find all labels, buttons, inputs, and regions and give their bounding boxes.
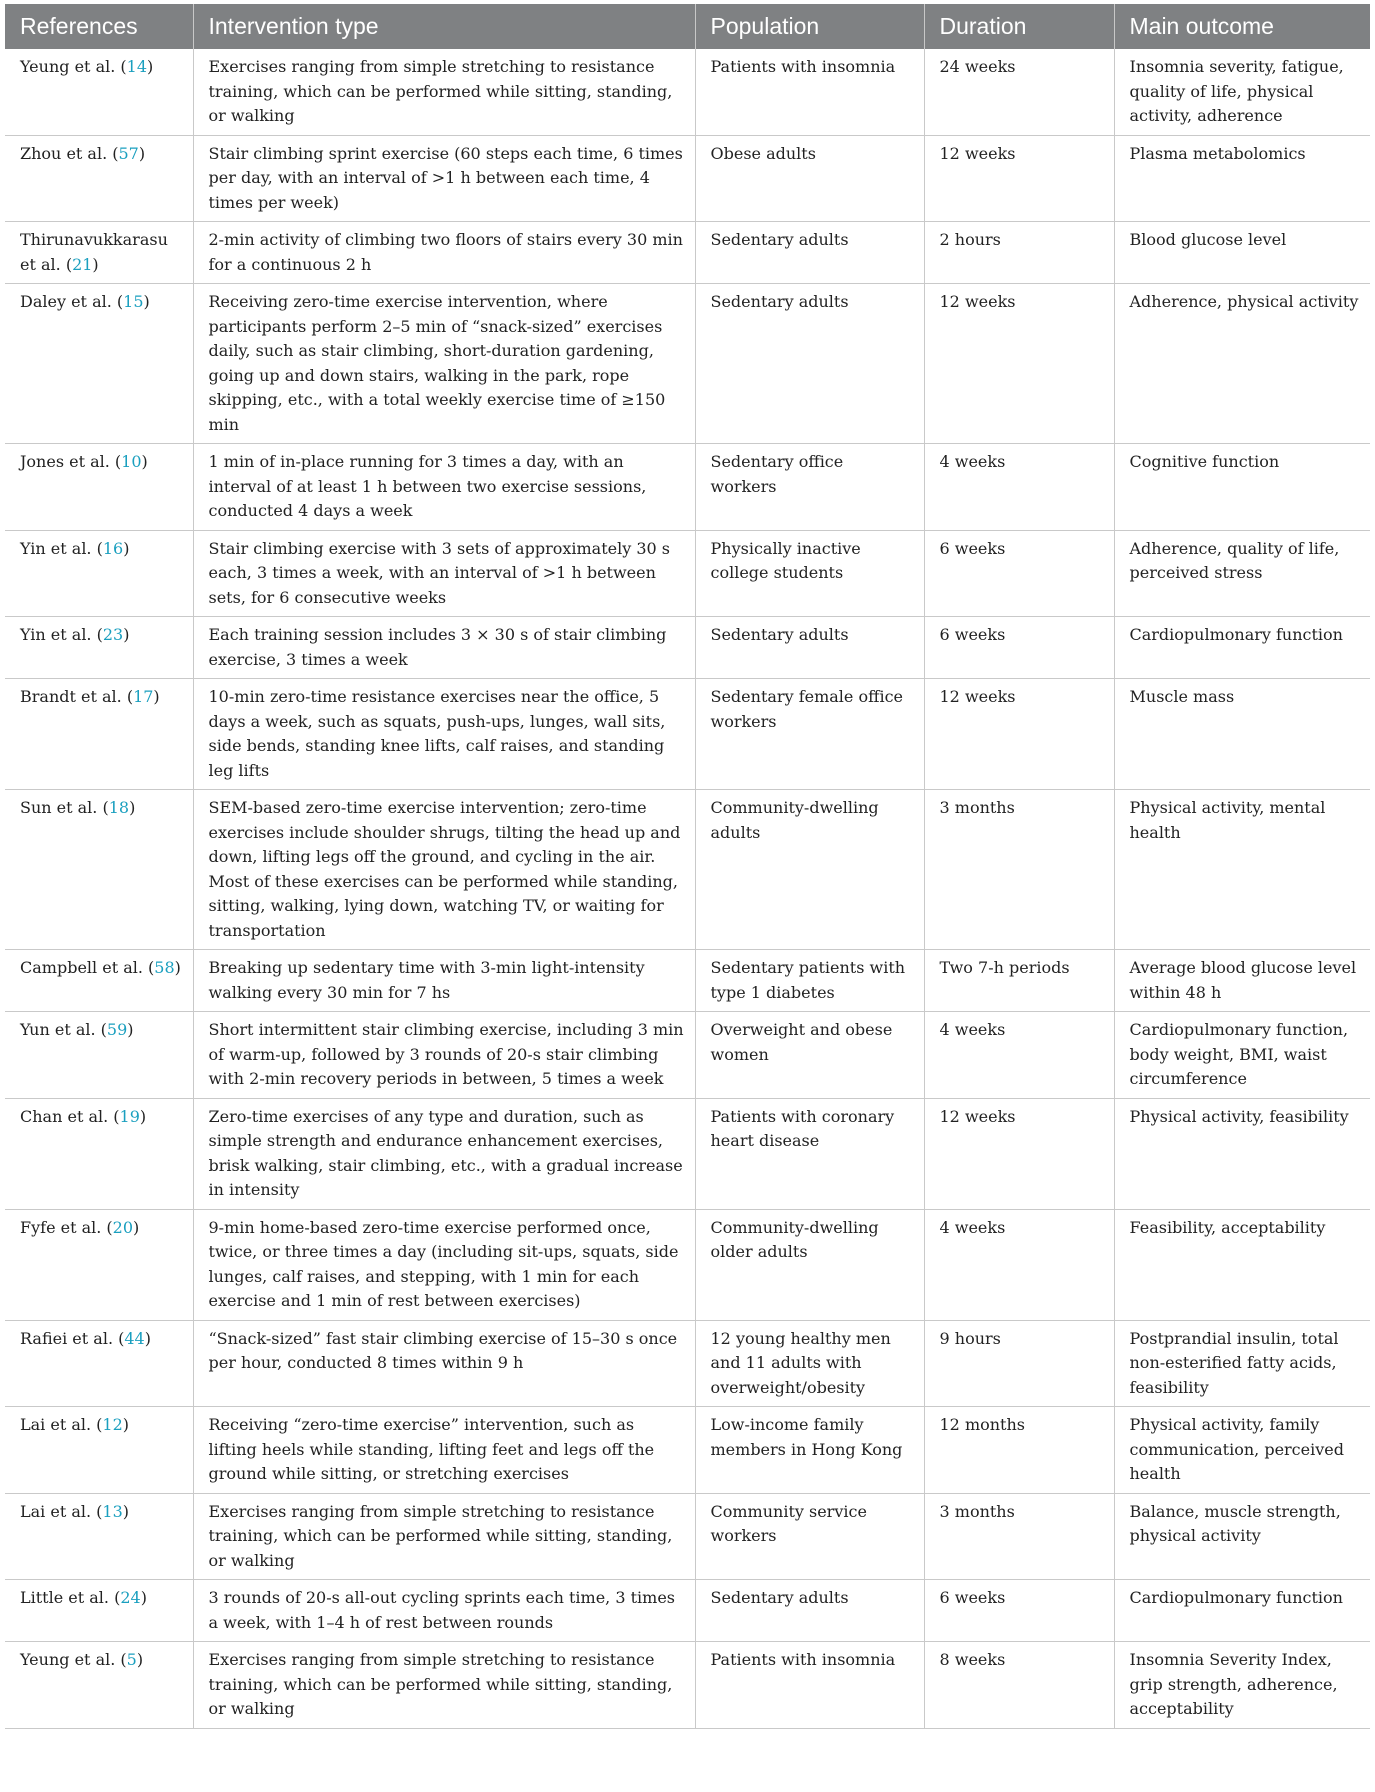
header-population: Population bbox=[695, 4, 924, 49]
duration-cell: 6 weeks bbox=[924, 617, 1114, 679]
header-intervention-type: Intervention type bbox=[193, 4, 695, 49]
table-row bbox=[5, 1493, 1370, 1580]
reference-author: Yin et al. ( bbox=[20, 625, 103, 644]
reference-cell bbox=[5, 444, 193, 531]
intervention-cell: Breaking up sedentary time with 3-min light-intensity walking every 30 min for 7 hs bbox=[193, 950, 695, 1012]
duration-cell: 8 weeks bbox=[924, 1642, 1114, 1729]
reference-cell bbox=[5, 1580, 193, 1642]
reference-link[interactable]: 19 bbox=[119, 1106, 140, 1126]
table-row bbox=[5, 1320, 1370, 1407]
reference-close: ) bbox=[141, 452, 148, 471]
reference-author: Daley et al. ( bbox=[20, 292, 124, 311]
population-cell: Sedentary adults bbox=[695, 1580, 924, 1642]
reference-link[interactable]: 18 bbox=[108, 798, 130, 817]
reference-link[interactable]: 12 bbox=[102, 1415, 123, 1434]
reference-close: ) bbox=[123, 625, 130, 644]
reference-close: ) bbox=[147, 57, 154, 76]
outcome-cell: Cardiopulmonary function, body weight, BMI, waist circumference bbox=[1114, 1012, 1370, 1099]
duration-cell: 9 hours bbox=[924, 1320, 1114, 1407]
reference-link[interactable]: 44 bbox=[124, 1328, 145, 1348]
outcome-cell: Postprandial insulin, total non-esterified fatty acids, feasibility bbox=[1114, 1320, 1370, 1407]
intervention-cell: Each training session includes 3 × 30 s of stair climbing exercise, 3 times a week bbox=[193, 617, 695, 679]
reference-cell bbox=[5, 222, 193, 284]
reference-close: ) bbox=[133, 1217, 140, 1237]
duration-cell: 4 weeks bbox=[924, 1209, 1114, 1320]
table-row bbox=[5, 617, 1370, 679]
header-main-outcome: Main outcome bbox=[1114, 4, 1370, 49]
population-cell: Sedentary adults bbox=[695, 222, 924, 284]
intervention-cell: 9-min home-based zero-time exercise performed once, twice, or three times a day (including sit-ups, squats, side lunges, calf raises, and stepping, with 1 min for each exercise and 1 min of rest between exercises) bbox=[193, 1209, 695, 1320]
outcome-cell: Plasma metabolomics bbox=[1114, 135, 1370, 222]
intervention-cell: 1 min of in-place running for 3 times a day, with an interval of at least 1 h between two exercise sessions, conducted 4 days a week bbox=[193, 444, 695, 531]
population-cell: 12 young healthy men and 11 adults with overweight/obesity bbox=[695, 1320, 924, 1407]
table-row bbox=[5, 1012, 1370, 1099]
duration-cell: 3 months bbox=[924, 790, 1114, 950]
duration-cell: 24 weeks bbox=[924, 49, 1114, 135]
duration-cell: 12 weeks bbox=[924, 284, 1114, 444]
reference-link[interactable]: 23 bbox=[102, 625, 124, 644]
reference-cell bbox=[5, 679, 193, 790]
reference-author: Little et al. ( bbox=[20, 1588, 121, 1607]
table-row bbox=[5, 222, 1370, 284]
reference-cell bbox=[5, 1012, 193, 1099]
outcome-cell: Adherence, physical activity bbox=[1114, 284, 1370, 444]
reference-cell bbox=[5, 790, 193, 950]
outcome-cell: Physical activity, feasibility bbox=[1114, 1098, 1370, 1209]
reference-author: Yin et al. ( bbox=[20, 538, 103, 558]
reference-cell bbox=[5, 1407, 193, 1494]
population-cell: Overweight and obese women bbox=[695, 1012, 924, 1099]
outcome-cell: Average blood glucose level within 48 h bbox=[1114, 950, 1370, 1012]
intervention-cell: Exercises ranging from simple stretching to resistance training, which can be performed while sitting, standing, or walking bbox=[193, 1493, 695, 1580]
duration-cell: 12 weeks bbox=[924, 1098, 1114, 1209]
duration-cell: 6 weeks bbox=[924, 1580, 1114, 1642]
population-cell: Community-dwelling adults bbox=[695, 790, 924, 950]
table-row bbox=[5, 135, 1370, 222]
reference-close: ) bbox=[140, 1588, 147, 1607]
duration-cell: 3 months bbox=[924, 1493, 1114, 1580]
reference-close: ) bbox=[144, 1328, 151, 1348]
outcome-cell: Muscle mass bbox=[1114, 679, 1370, 790]
table-row bbox=[5, 679, 1370, 790]
reference-link[interactable]: 16 bbox=[102, 538, 124, 558]
table-body bbox=[5, 49, 1370, 1728]
reference-link[interactable]: 13 bbox=[102, 1501, 123, 1521]
population-cell: Sedentary patients with type 1 diabetes bbox=[695, 950, 924, 1012]
reference-author: Lai et al. ( bbox=[20, 1501, 103, 1521]
reference-close: ) bbox=[123, 538, 130, 558]
reference-author: Lai et al. ( bbox=[20, 1415, 103, 1434]
reference-close: ) bbox=[174, 958, 181, 977]
reference-cell bbox=[5, 135, 193, 222]
population-cell: Patients with coronary heart disease bbox=[695, 1098, 924, 1209]
reference-author: Fyfe et al. ( bbox=[20, 1217, 113, 1237]
outcome-cell: Adherence, quality of life, perceived stress bbox=[1114, 530, 1370, 617]
intervention-cell: Zero-time exercises of any type and duration, such as simple strength and endurance enhancement exercises, brisk walking, stair climbing, etc., with a gradual increase in intensity bbox=[193, 1098, 695, 1209]
intervention-cell: Short intermittent stair climbing exercise, including 3 min of warm-up, followed by 3 rounds of 20-s stair climbing with 2-min recovery periods in between, 5 times a week bbox=[193, 1012, 695, 1099]
reference-cell bbox=[5, 1098, 193, 1209]
table-row bbox=[5, 284, 1370, 444]
reference-author: Zhou et al. ( bbox=[20, 143, 119, 163]
reference-author: Chan et al. ( bbox=[20, 1106, 120, 1126]
intervention-cell: SEM-based zero-time exercise intervention; zero-time exercises include shoulder shrugs, tilting the head up and down, lifting legs off the ground, and cycling in the air. Most of these exercises can be performed while standing, sitting, walking, lying down, watching TV, or waiting for transportation bbox=[193, 790, 695, 950]
intervention-cell: Receiving “zero-time exercise” intervention, such as lifting heels while standing, lifting feet and legs off the ground while sitting, or stretching exercises bbox=[193, 1407, 695, 1494]
reference-link[interactable]: 57 bbox=[118, 143, 139, 163]
outcome-cell: Physical activity, family communication, perceived health bbox=[1114, 1407, 1370, 1494]
reference-link[interactable]: 5 bbox=[126, 1650, 137, 1669]
outcome-cell: Insomnia severity, fatigue, quality of life, physical activity, adherence bbox=[1114, 49, 1370, 135]
intervention-cell: Stair climbing sprint exercise (60 steps each time, 6 times per day, with an interval of >1 h between each time, 4 times per week) bbox=[193, 135, 695, 222]
table-row bbox=[5, 1098, 1370, 1209]
reference-link[interactable]: 10 bbox=[121, 452, 142, 471]
outcome-cell: Cardiopulmonary function bbox=[1114, 1580, 1370, 1642]
outcome-cell: Cardiopulmonary function bbox=[1114, 617, 1370, 679]
table-row bbox=[5, 790, 1370, 950]
reference-close: ) bbox=[127, 1020, 134, 1039]
intervention-cell: Receiving zero-time exercise intervention, where participants perform 2–5 min of “snack-sized” exercises daily, such as stair climbing, short-duration gardening, going up and down stairs, walking in the park, rope skipping, etc., with a total weekly exercise time of ≥150 min bbox=[193, 284, 695, 444]
reference-cell bbox=[5, 49, 193, 135]
intervention-cell: 2-min activity of climbing two floors of stairs every 30 min for a continuous 2 h bbox=[193, 222, 695, 284]
reference-cell bbox=[5, 1493, 193, 1580]
reference-close: ) bbox=[138, 143, 146, 163]
outcome-cell: Physical activity, mental health bbox=[1114, 790, 1370, 950]
population-cell: Community service workers bbox=[695, 1493, 924, 1580]
reference-close: ) bbox=[153, 687, 160, 706]
table-row bbox=[5, 49, 1370, 135]
reference-author: Rafiei et al. ( bbox=[20, 1328, 125, 1348]
population-cell: Sedentary female office workers bbox=[695, 679, 924, 790]
population-cell: Physically inactive college students bbox=[695, 530, 924, 617]
studies-table bbox=[5, 4, 1370, 1729]
intervention-cell: 10-min zero-time resistance exercises near the office, 5 days a week, such as squats, push-ups, lunges, wall sits, side bends, standing knee lifts, calf raises, and standing leg lifts bbox=[193, 679, 695, 790]
reference-cell bbox=[5, 530, 193, 617]
reference-link[interactable]: 21 bbox=[72, 254, 93, 274]
duration-cell: Two 7-h periods bbox=[924, 950, 1114, 1012]
population-cell: Patients with insomnia bbox=[695, 49, 924, 135]
reference-cell bbox=[5, 284, 193, 444]
duration-cell: 12 months bbox=[924, 1407, 1114, 1494]
reference-author: Yun et al. ( bbox=[20, 1020, 107, 1039]
duration-cell: 4 weeks bbox=[924, 1012, 1114, 1099]
reference-author: Yeung et al. ( bbox=[20, 1650, 127, 1669]
header-duration: Duration bbox=[924, 4, 1114, 49]
population-cell: Obese adults bbox=[695, 135, 924, 222]
outcome-cell: Cognitive function bbox=[1114, 444, 1370, 531]
reference-link[interactable]: 20 bbox=[112, 1217, 134, 1237]
reference-close: ) bbox=[139, 1106, 147, 1126]
reference-close: ) bbox=[92, 254, 99, 274]
reference-author: Campbell et al. ( bbox=[20, 958, 155, 977]
table-row bbox=[5, 444, 1370, 531]
header-row bbox=[5, 4, 1370, 49]
table-row bbox=[5, 1642, 1370, 1729]
reference-close: ) bbox=[122, 1415, 130, 1434]
duration-cell: 2 hours bbox=[924, 222, 1114, 284]
reference-link[interactable]: 17 bbox=[133, 687, 154, 706]
reference-close: ) bbox=[129, 798, 136, 817]
duration-cell: 12 weeks bbox=[924, 135, 1114, 222]
reference-link[interactable]: 59 bbox=[106, 1020, 128, 1039]
table-header bbox=[5, 4, 1370, 49]
reference-author: Brandt et al. ( bbox=[20, 687, 134, 706]
intervention-cell: Exercises ranging from simple stretching to resistance training, which can be performed while sitting, standing, or walking bbox=[193, 1642, 695, 1729]
reference-cell bbox=[5, 617, 193, 679]
reference-cell bbox=[5, 950, 193, 1012]
duration-cell: 12 weeks bbox=[924, 679, 1114, 790]
reference-author: Jones et al. ( bbox=[20, 452, 122, 471]
reference-link[interactable]: 24 bbox=[120, 1588, 141, 1607]
reference-close: ) bbox=[143, 292, 150, 311]
population-cell: Community-dwelling older adults bbox=[695, 1209, 924, 1320]
population-cell: Low-income family members in Hong Kong bbox=[695, 1407, 924, 1494]
reference-link[interactable]: 14 bbox=[126, 57, 147, 76]
duration-cell: 6 weeks bbox=[924, 530, 1114, 617]
reference-close: ) bbox=[136, 1650, 144, 1669]
outcome-cell: Insomnia Severity Index, grip strength, adherence, acceptability bbox=[1114, 1642, 1370, 1729]
reference-cell bbox=[5, 1209, 193, 1320]
intervention-cell: 3 rounds of 20-s all-out cycling sprints each time, 3 times a week, with 1–4 h of rest between rounds bbox=[193, 1580, 695, 1642]
reference-link[interactable]: 58 bbox=[154, 958, 175, 977]
outcome-cell: Balance, muscle strength, physical activity bbox=[1114, 1493, 1370, 1580]
population-cell: Sedentary adults bbox=[695, 617, 924, 679]
reference-author: Thirunavukkarasu et al. ( bbox=[20, 230, 168, 274]
table-row bbox=[5, 1580, 1370, 1642]
reference-close: ) bbox=[122, 1501, 130, 1521]
table-row bbox=[5, 950, 1370, 1012]
population-cell: Patients with insomnia bbox=[695, 1642, 924, 1729]
population-cell: Sedentary adults bbox=[695, 284, 924, 444]
population-cell: Sedentary office workers bbox=[695, 444, 924, 531]
table-row bbox=[5, 1407, 1370, 1494]
intervention-cell: “Snack-sized” fast stair climbing exercise of 15–30 s once per hour, conducted 8 times within 9 h bbox=[193, 1320, 695, 1407]
reference-link[interactable]: 15 bbox=[123, 292, 144, 311]
reference-author: Yeung et al. ( bbox=[20, 57, 127, 76]
table-row bbox=[5, 1209, 1370, 1320]
reference-author: Sun et al. ( bbox=[20, 798, 109, 817]
outcome-cell: Feasibility, acceptability bbox=[1114, 1209, 1370, 1320]
header-references: References bbox=[5, 4, 193, 49]
table-row bbox=[5, 530, 1370, 617]
intervention-cell: Exercises ranging from simple stretching to resistance training, which can be performed while sitting, standing, or walking bbox=[193, 49, 695, 135]
outcome-cell: Blood glucose level bbox=[1114, 222, 1370, 284]
intervention-cell: Stair climbing exercise with 3 sets of approximately 30 s each, 3 times a week, with an interval of >1 h between sets, for 6 consecutive weeks bbox=[193, 530, 695, 617]
duration-cell: 4 weeks bbox=[924, 444, 1114, 531]
reference-cell bbox=[5, 1320, 193, 1407]
reference-cell bbox=[5, 1642, 193, 1729]
